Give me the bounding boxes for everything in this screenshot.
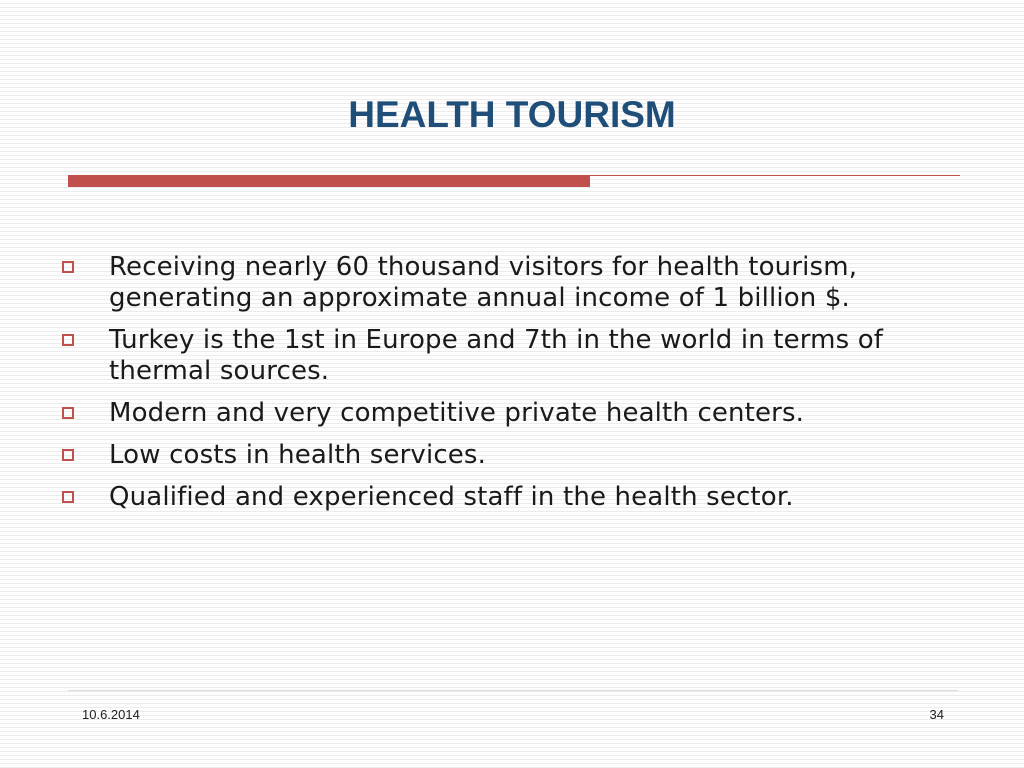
bullet-text: Modern and very competitive private health centers. — [109, 398, 805, 428]
hollow-square-bullet-icon — [62, 407, 74, 419]
bullet-item — [62, 398, 942, 429]
bullet-text: Receiving nearly 60 thousand visitors for health tourism, generating an approximate annual income of 1 billion $. — [109, 252, 858, 313]
title-underline-line — [590, 175, 960, 176]
hollow-square-bullet-icon — [62, 491, 74, 503]
slide-number: 34 — [929, 707, 944, 722]
slide-title: HEALTH TOURISM — [348, 94, 676, 135]
footer-date: 10.6.2014 — [82, 707, 140, 722]
bullet-list — [62, 252, 942, 524]
title-underline-bar — [68, 175, 590, 187]
bullet-item — [62, 440, 942, 471]
hollow-square-bullet-icon — [62, 261, 74, 273]
bullet-text: Low costs in health services. — [109, 440, 487, 470]
hollow-square-bullet-icon — [62, 449, 74, 461]
bullet-item — [62, 482, 942, 513]
bullet-text: Qualified and experienced staff in the health sector. — [109, 482, 794, 512]
hollow-square-bullet-icon — [62, 334, 74, 346]
bullet-item — [62, 325, 942, 387]
bullet-item — [62, 252, 942, 314]
bullet-text: Turkey is the 1st in Europe and 7th in the world in terms of thermal sources. — [109, 325, 884, 386]
footer-divider — [68, 690, 958, 691]
